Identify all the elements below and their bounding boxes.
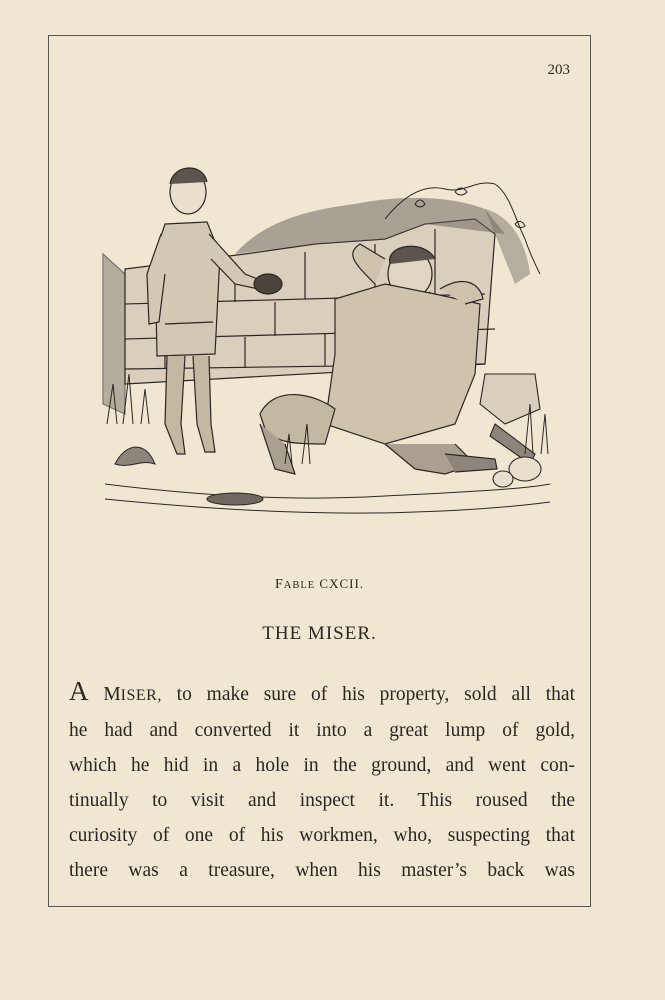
- fable-body: [69, 674, 575, 888]
- fable-roman-numeral: CXCII.: [319, 576, 365, 591]
- body-line-1-text: to make sure of his property, sold all that: [161, 684, 576, 705]
- fable-title: THE MISER.: [262, 623, 377, 644]
- lead-word-initial: M: [103, 684, 121, 705]
- body-line-5: curiosity of one of his workmen, who, suspecting that: [69, 825, 575, 846]
- lead-word: [103, 684, 162, 705]
- fable-label-rest: ABLE: [283, 580, 316, 591]
- body-line-1: [69, 674, 575, 713]
- fable-illustration: [85, 124, 555, 524]
- body-line-2: he had and converted it into a great lump of gold,: [69, 720, 575, 741]
- body-line-4: tinually to visit and inspect it. This roused the: [69, 790, 575, 811]
- body-line-3: which he hid in a hole in the ground, and went con-: [69, 755, 575, 776]
- lead-word-rest: ISER,: [120, 687, 162, 704]
- page-frame: [48, 35, 591, 907]
- page-number: 203: [547, 62, 570, 78]
- body-line-6: there was a treasure, when his master’s back was: [69, 860, 575, 881]
- drop-cap: A: [69, 676, 89, 706]
- fable-label-initial: F: [274, 577, 284, 592]
- fable-number: [49, 576, 590, 593]
